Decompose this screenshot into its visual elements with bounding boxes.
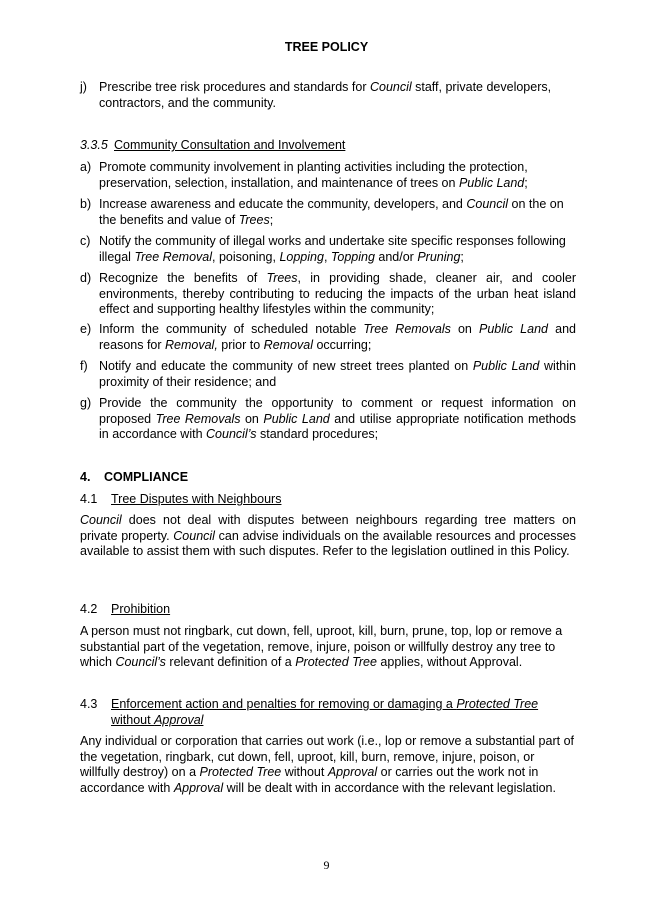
list-item-text: Notify the community of illegal works and undertake site specific responses following illegal Tree Removal, poisoning, Lopping, Topping and/or Pruning; xyxy=(99,234,566,264)
list-item-d xyxy=(80,271,576,318)
list-item-label: c) xyxy=(80,234,91,248)
list-item-label: j) xyxy=(80,80,87,94)
italic-term: Approval xyxy=(173,780,224,795)
section-4-1-heading xyxy=(80,492,281,508)
section-number: 4.3 xyxy=(80,697,98,711)
italic-term: Council xyxy=(466,197,509,211)
italic-term: Pruning xyxy=(417,249,461,264)
list-item-label: d) xyxy=(80,271,92,285)
list-item-b xyxy=(80,197,576,228)
section-4-heading xyxy=(80,470,188,486)
italic-term: Tree Removals xyxy=(363,322,451,336)
section-4-2-heading xyxy=(80,602,170,618)
page-title: TREE POLICY xyxy=(284,40,369,54)
list-item-text: Provide the community the opportunity to comment or request information on proposed Tree Removals on Public Land and utilise appropriate notification methods in accordance with Council’s standard procedures; xyxy=(99,396,576,441)
italic-term: Council’s xyxy=(115,655,166,669)
italic-term: Council xyxy=(369,80,412,94)
section-title: Community Consultation and Involvement xyxy=(114,138,346,152)
section-title: Tree Disputes with Neighbours xyxy=(111,492,282,506)
section-4-3-heading xyxy=(80,697,576,728)
list-item-text: Notify and educate the community of new street trees planted on Public Land within proximity of their residence; and xyxy=(99,359,576,389)
list-item-text: Promote community involvement in planting activities including the protection, preservation, selection, installation, and maintenance of trees on Public Land; xyxy=(99,160,528,190)
section-title: Enforcement action and penalties for removing or damaging a Protected Tree without Approval xyxy=(111,697,539,727)
list-item-text: Inform the community of scheduled notable Tree Removals on Public Land and reasons for Removal, prior to Removal occurring; xyxy=(99,322,576,352)
italic-term: Council xyxy=(173,528,215,543)
italic-term: Removal xyxy=(263,337,313,352)
section-title: COMPLIANCE xyxy=(104,470,189,484)
section-4-2-body: A person must not ringbark, cut down, fell, uproot, kill, burn, prune, top, lop or remove a substantial part of the vegetation, remove, injure, poison or willfully destroy any tree to which Council’s relevant definition of a Protected Tree applies, without Approval. xyxy=(80,624,563,669)
list-item-text: Recognize the benefits of Trees, in providing shade, cleaner air, and cooler environments, thereby contributing to reducing the impacts of the urban heat island effect and supporting healthy lifestyles within the community; xyxy=(99,271,576,316)
italic-term: Public Land xyxy=(472,359,540,373)
list-item-text: Increase awareness and educate the community, developers, and Council on the on the benefits and value of Trees; xyxy=(99,197,564,227)
italic-term: Trees xyxy=(266,271,298,285)
list-item-g xyxy=(80,396,576,443)
list-item-f xyxy=(80,359,576,390)
section-3-3-5-heading xyxy=(80,138,345,154)
list-item-text: Prescribe tree risk procedures and standards for Council staff, private developers, contractors, and the community. xyxy=(99,80,552,110)
section-title: Prohibition xyxy=(111,602,171,616)
section-4-3-body: Any individual or corporation that carries out work (i.e., lop or remove a substantial part of the vegetation, ringbark, cut down, fell, uproot, kill, burn, remove, injure, poison, or willfully destroy) on a Protected Tree without Approval or carries out the work not in accordance with Approval will be dealt with in accordance with the relevant legislation. xyxy=(80,734,574,795)
list-item-c xyxy=(80,234,576,265)
list-item-label: f) xyxy=(80,359,88,373)
section-number: 4. xyxy=(80,470,91,484)
list-item-j xyxy=(80,80,576,111)
list-item-label: a) xyxy=(80,160,92,174)
italic-term: Council xyxy=(80,513,122,527)
italic-term: Lopping xyxy=(279,249,324,264)
italic-term: Protected Tree xyxy=(456,697,539,711)
italic-term: Protected Tree xyxy=(295,655,377,669)
italic-term: Protected Tree xyxy=(199,765,282,779)
list-item-a xyxy=(80,160,576,191)
italic-term: Tree Removals xyxy=(155,411,241,426)
italic-term: Public Land xyxy=(479,322,548,336)
page-number: 9 xyxy=(323,858,330,872)
section-4-1-body: Council does not deal with disputes between neighbours regarding tree matters on private property. Council can advise individuals on the available resources and processes available to assist them with such disputes. Refer to the legislation outlined in this Policy. xyxy=(80,513,576,558)
italic-term: Council’s xyxy=(206,427,257,441)
section-number: 4.2 xyxy=(80,602,98,616)
section-number: 3.3.5 xyxy=(80,138,108,152)
italic-term: Approval xyxy=(327,765,378,779)
italic-term: Approval xyxy=(154,712,204,727)
list-item-label: e) xyxy=(80,322,92,336)
italic-term: Trees xyxy=(238,212,270,227)
list-item-e xyxy=(80,322,576,353)
italic-term: Topping xyxy=(330,249,375,264)
italic-term: Removal, xyxy=(165,337,218,352)
section-number: 4.1 xyxy=(80,492,98,506)
italic-term: Tree Removal xyxy=(134,249,213,264)
list-item-label: b) xyxy=(80,197,92,211)
italic-term: Public Land xyxy=(458,175,525,190)
list-item-label: g) xyxy=(80,396,92,410)
italic-term: Public Land xyxy=(263,411,330,426)
